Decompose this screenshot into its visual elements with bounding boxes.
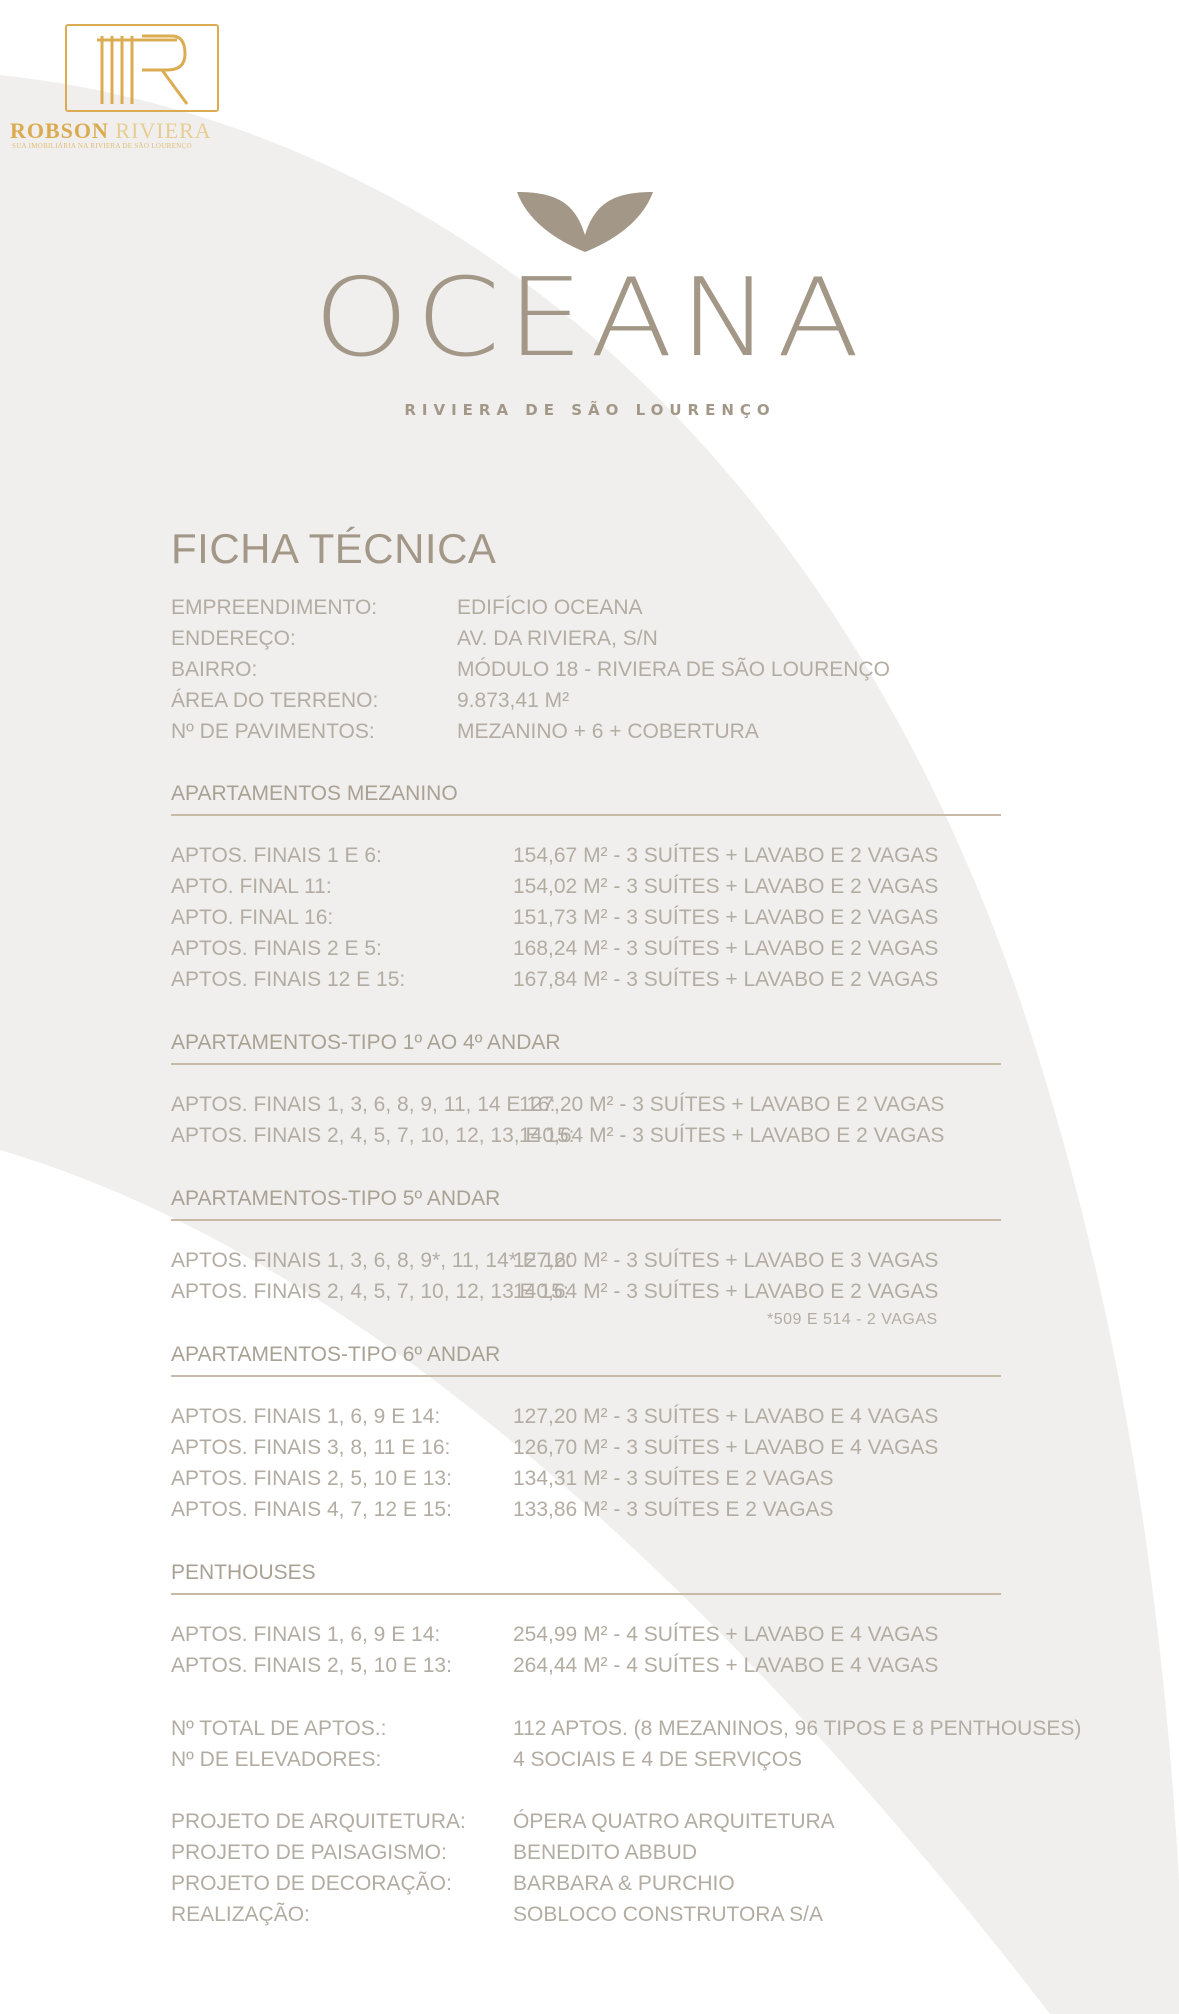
unit-label: APTO. FINAL 16: bbox=[171, 906, 334, 929]
general-value: AV. DA RIVIERA, S/N bbox=[457, 627, 658, 650]
general-label: BAIRRO: bbox=[171, 658, 258, 681]
unit-label: APTOS. FINAIS 2, 4, 5, 7, 10, 12, 13 E 15: bbox=[171, 1280, 569, 1303]
credit-value: SOBLOCO CONSTRUTORA S/A bbox=[513, 1903, 824, 1926]
unit-value: 151,73 M² - 3 SUÍTES + LAVABO E 2 VAGAS bbox=[513, 906, 939, 929]
general-label: EMPREENDIMENTO: bbox=[171, 596, 378, 619]
general-label: Nº DE PAVIMENTOS: bbox=[171, 720, 375, 743]
credit-label: PROJETO DE ARQUITETURA: bbox=[171, 1810, 466, 1833]
unit-value: 264,44 M² - 4 SUÍTES + LAVABO E 4 VAGAS bbox=[513, 1654, 939, 1677]
unit-value: 134,31 M² - 3 SUÍTES E 2 VAGAS bbox=[513, 1467, 834, 1490]
credit-label: PROJETO DE DECORAÇÃO: bbox=[171, 1872, 452, 1895]
unit-value: 126,70 M² - 3 SUÍTES + LAVABO E 4 VAGAS bbox=[513, 1436, 939, 1459]
unit-label: APTOS. FINAIS 2 E 5: bbox=[171, 937, 382, 960]
general-value: MEZANINO + 6 + COBERTURA bbox=[457, 720, 759, 743]
brand-wordmark: OCEANA bbox=[313, 256, 867, 381]
page-title: FICHA TÉCNICA bbox=[171, 525, 497, 572]
unit-value: 168,24 M² - 3 SUÍTES + LAVABO E 2 VAGAS bbox=[513, 937, 939, 960]
section-heading: APARTAMENTOS-TIPO 5º ANDAR bbox=[171, 1187, 501, 1210]
unit-value: 154,02 M² - 3 SUÍTES + LAVABO E 2 VAGAS bbox=[513, 875, 939, 898]
unit-value: 127,20 M² - 3 SUÍTES + LAVABO E 4 VAGAS bbox=[513, 1405, 939, 1428]
unit-value: 154,67 M² - 3 SUÍTES + LAVABO E 2 VAGAS bbox=[513, 844, 939, 867]
unit-label: APTOS. FINAIS 1, 6, 9 E 14: bbox=[171, 1405, 441, 1428]
general-value: 9.873,41 M² bbox=[457, 689, 570, 712]
unit-label: APTOS. FINAIS 1, 3, 6, 8, 9, 11, 14 E 16: bbox=[171, 1093, 556, 1116]
section-divider bbox=[171, 1063, 1001, 1065]
unit-label: APTOS. FINAIS 4, 7, 12 E 15: bbox=[171, 1498, 452, 1521]
total-value: 4 SOCIAIS E 4 DE SERVIÇOS bbox=[513, 1748, 803, 1771]
unit-label: APTO. FINAL 11: bbox=[171, 875, 332, 898]
unit-label: APTOS. FINAIS 12 E 15: bbox=[171, 968, 406, 991]
section-divider bbox=[171, 1593, 1001, 1595]
credit-label: PROJETO DE PAISAGISMO: bbox=[171, 1841, 447, 1864]
unit-value: 140,64 M² - 3 SUÍTES + LAVABO E 2 VAGAS bbox=[519, 1124, 945, 1147]
watermark-tagline: SUA IMOBILIÁRIA NA RIVIERA DE SÃO LOURENÇO bbox=[12, 142, 192, 150]
unit-value: 254,99 M² - 4 SUÍTES + LAVABO E 4 VAGAS bbox=[513, 1623, 939, 1646]
section-heading: APARTAMENTOS-TIPO 6º ANDAR bbox=[171, 1343, 501, 1366]
unit-value: 127,20 M² - 3 SUÍTES + LAVABO E 2 VAGAS bbox=[519, 1093, 945, 1116]
watermark-logo bbox=[10, 22, 280, 152]
credit-value: ÓPERA QUATRO ARQUITETURA bbox=[513, 1810, 835, 1833]
unit-label: APTOS. FINAIS 1 E 6: bbox=[171, 844, 382, 867]
general-label: ENDEREÇO: bbox=[171, 627, 296, 650]
credit-value: BENEDITO ABBUD bbox=[513, 1841, 697, 1864]
unit-value: 127,20 M² - 3 SUÍTES + LAVABO E 3 VAGAS bbox=[513, 1249, 939, 1272]
unit-label: APTOS. FINAIS 2, 4, 5, 7, 10, 12, 13, E 15: bbox=[171, 1124, 575, 1147]
unit-label: APTOS. FINAIS 3, 8, 11 E 16: bbox=[171, 1436, 451, 1459]
total-label: Nº DE ELEVADORES: bbox=[171, 1748, 382, 1771]
unit-label: APTOS. FINAIS 1, 3, 6, 8, 9*, 11, 14* E 16: bbox=[171, 1249, 572, 1272]
brand-subtitle: RIVIERA DE SÃO LOURENÇO bbox=[404, 401, 776, 419]
section-divider bbox=[171, 814, 1001, 816]
unit-label: APTOS. FINAIS 2, 5, 10 E 13: bbox=[171, 1467, 452, 1490]
credit-label: REALIZAÇÃO: bbox=[171, 1903, 310, 1926]
unit-value: 140,64 M² - 3 SUÍTES + LAVABO E 2 VAGAS bbox=[513, 1280, 939, 1303]
total-label: Nº TOTAL DE APTOS.: bbox=[171, 1717, 387, 1740]
section-heading: PENTHOUSES bbox=[171, 1561, 316, 1584]
watermark-name: ROBSON RIVIERA bbox=[10, 118, 212, 143]
credit-value: BARBARA & PURCHIO bbox=[513, 1872, 735, 1895]
general-label: ÁREA DO TERRENO: bbox=[171, 689, 379, 712]
building-icon bbox=[65, 24, 219, 112]
unit-value: 167,84 M² - 3 SUÍTES + LAVABO E 2 VAGAS bbox=[513, 968, 939, 991]
section-heading: APARTAMENTOS MEZANINO bbox=[171, 782, 458, 805]
total-value: 112 APTOS. (8 MEZANINOS, 96 TIPOS E 8 PENTHOUSES) bbox=[513, 1717, 1082, 1740]
general-value: EDIFÍCIO OCEANA bbox=[457, 596, 643, 619]
footnote: *509 E 514 - 2 VAGAS bbox=[767, 1311, 938, 1328]
unit-label: APTOS. FINAIS 2, 5, 10 E 13: bbox=[171, 1654, 452, 1677]
unit-value: 133,86 M² - 3 SUÍTES E 2 VAGAS bbox=[513, 1498, 834, 1521]
leaf-icon bbox=[515, 190, 655, 260]
section-divider bbox=[171, 1219, 1001, 1221]
unit-label: APTOS. FINAIS 1, 6, 9 E 14: bbox=[171, 1623, 441, 1646]
section-heading: APARTAMENTOS-TIPO 1º AO 4º ANDAR bbox=[171, 1031, 561, 1054]
general-value: MÓDULO 18 - RIVIERA DE SÃO LOURENÇO bbox=[457, 658, 890, 681]
section-divider bbox=[171, 1375, 1001, 1377]
